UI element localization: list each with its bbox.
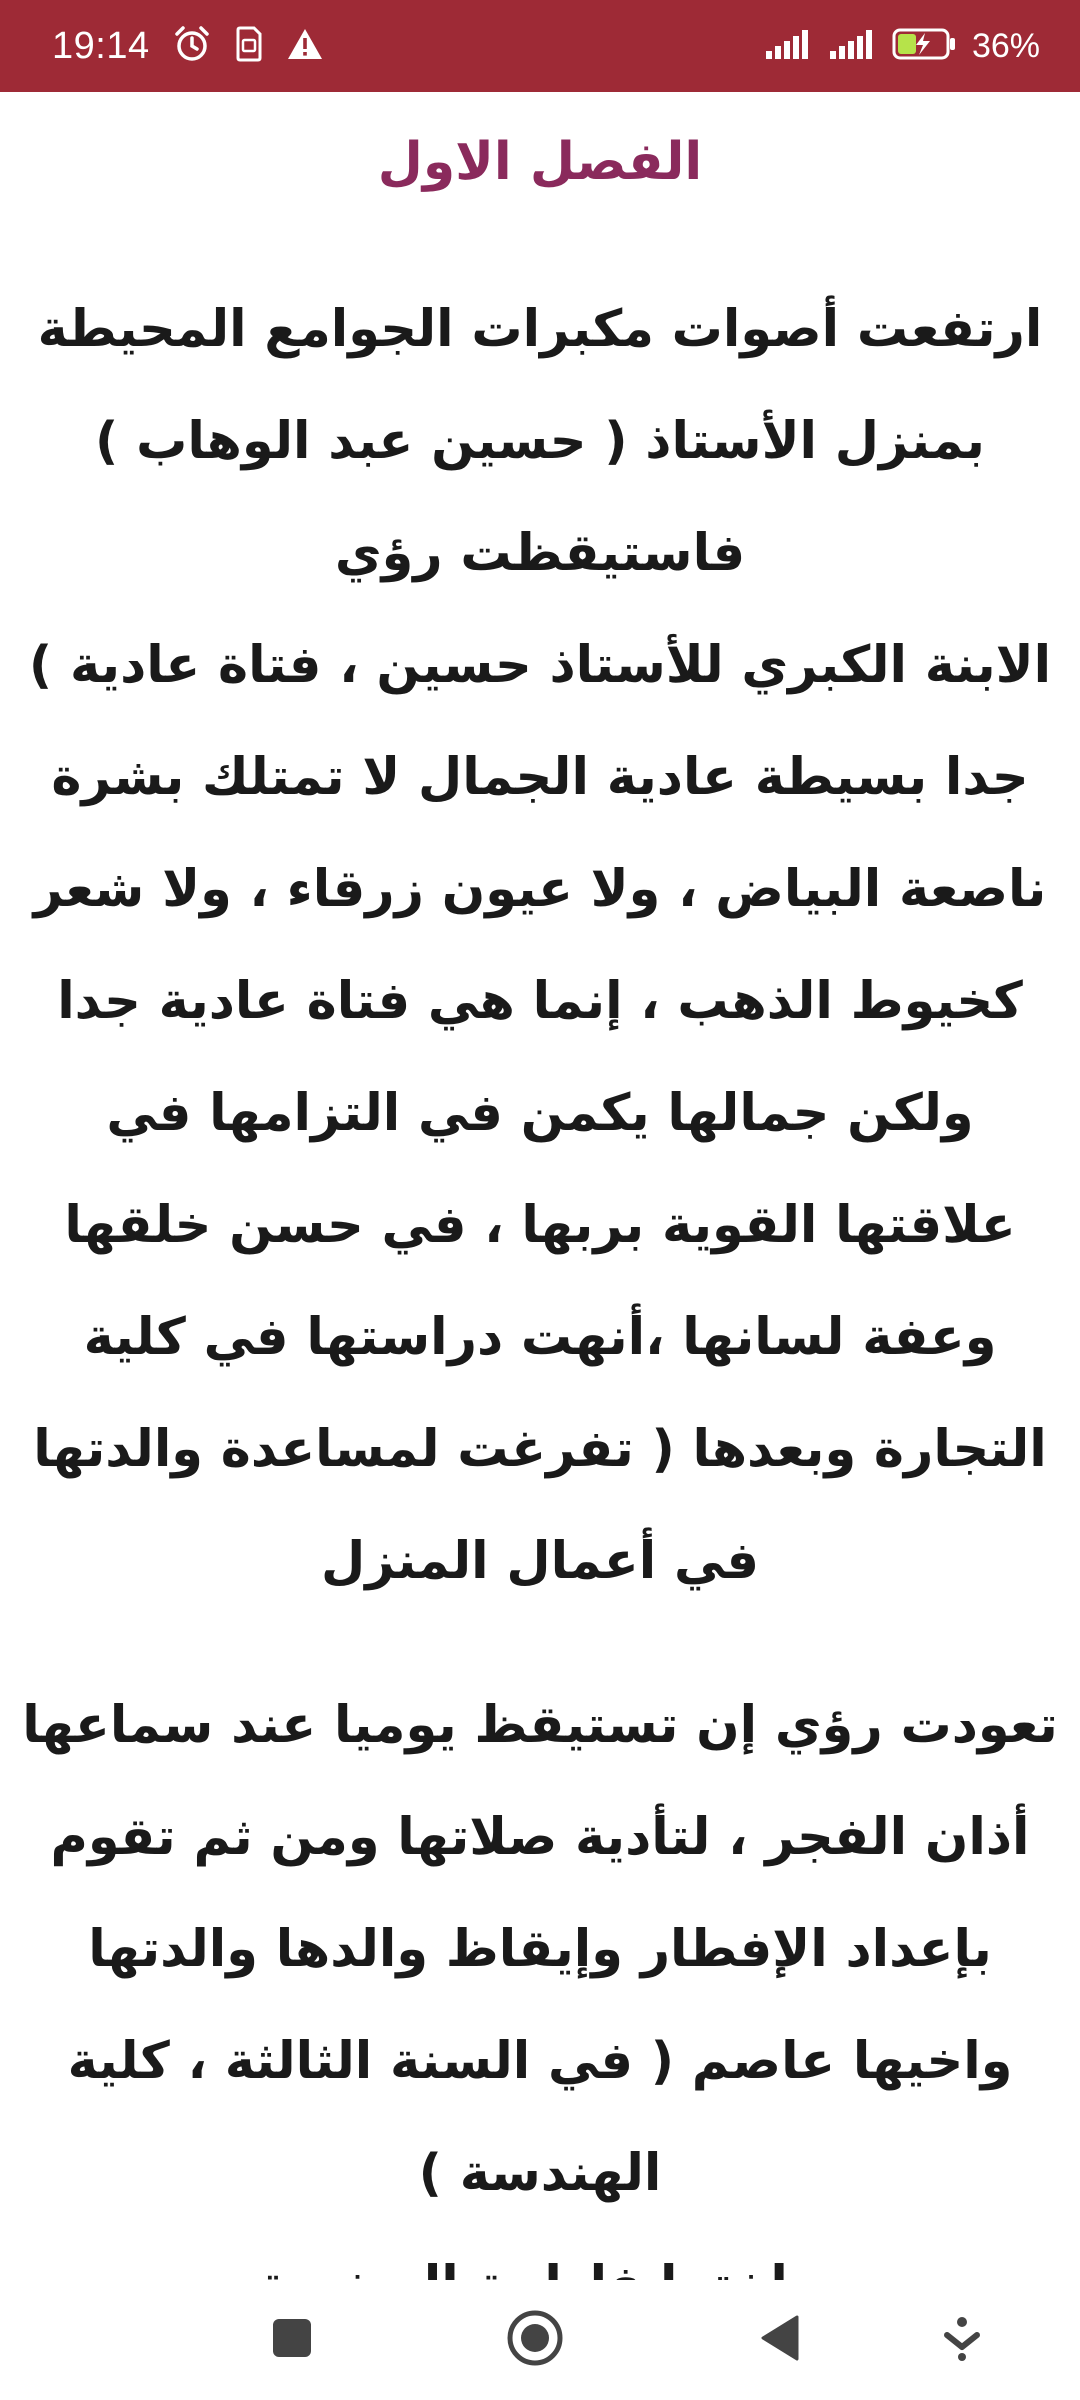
signal-icon xyxy=(764,27,814,65)
sim-icon xyxy=(234,25,264,67)
back-button[interactable] xyxy=(720,2280,840,2400)
story-paragraph: ارتفعت أصوات مكبرات الجوامع المحيطة بمنزل الأستاذ ( حسين عبد الوهاب ) فاستيقظت رؤي الابنة الكبري للأستاذ حسين ، فتاة عادية ) جدا بسيطة عادية الجمال لا تمتلك بشرة ناصعة البياض ، ولا عيون زرقاء ، ولا شعر كخيوط الذهب ، إنما هي فتاة عادية جدا ولكن جمالها يكمن في التزامها في علاقتها القوية بربها ، في حسن خلقها وعفة لسانها ،أنهت دراستها في كلية التجارة وبعدها ( تفرغت لمساعدة والدتها في أعمال المنزل xyxy=(28,300,1052,1591)
chapter-title: الفصل الاول xyxy=(377,132,703,192)
battery-percentage: 36% xyxy=(971,26,1040,65)
recents-button[interactable] xyxy=(232,2280,352,2400)
battery-charging-icon xyxy=(892,26,958,66)
signal-icon xyxy=(828,27,878,65)
back-triangle-icon xyxy=(757,2313,803,2367)
home-circle-icon xyxy=(505,2308,565,2372)
assist-chevron-icon xyxy=(942,2315,982,2365)
assist-button[interactable] xyxy=(902,2280,1022,2400)
home-button[interactable] xyxy=(475,2280,595,2400)
status-left xyxy=(52,24,324,68)
square-icon xyxy=(270,2316,314,2364)
story-paragraph: تعودت رؤي إن تستيقظ يوميا عند سماعها أذان الفجر ، لتأدية صلاتها ومن ثم تقوم بإعداد الإفطار وإيقاظ والدها والدتها واخيها عاصم ( في السنة الثالثة ، كلية الهندسة ) xyxy=(22,1696,1058,2203)
status-bar xyxy=(0,0,1080,92)
alarm-icon xyxy=(172,24,212,68)
status-time: 19:14 xyxy=(52,24,150,67)
status-right xyxy=(764,26,1040,66)
navigation-bar xyxy=(0,2280,1080,2400)
warning-icon xyxy=(286,26,324,66)
reader-content[interactable] xyxy=(0,92,1080,2280)
